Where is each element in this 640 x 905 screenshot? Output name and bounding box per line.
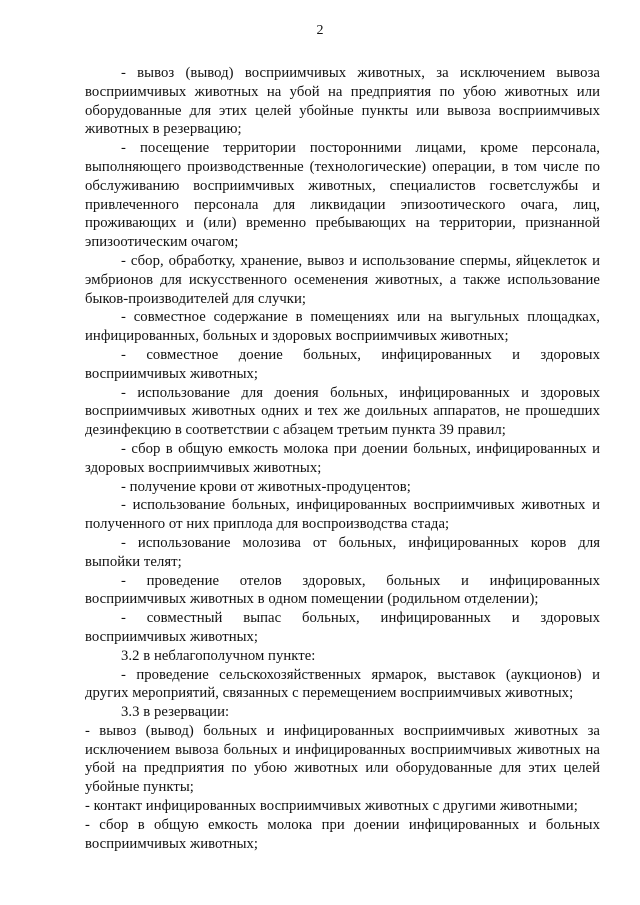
paragraph-visits-outsiders: - посещение территории посторонними лицами, кроме персонала, выполняющего производственные (технологические) операции, в том числе по обслуживанию восприимчивых животных, специалистов госветслужбы и привлеченного персонала для ликвидации эпизоотического очага, лиц, проживающих и (или) временно пребывающих на территории, признанной эпизоотическим очагом; bbox=[85, 140, 600, 251]
paragraph-export-animals: - вывоз (вывод) восприимчивых животных, за исключением вывоза восприимчивых животных на убой на предприятия по убою животных или оборудованные для этих целей убойные пункты или вывоза восприимчивых животных в резервацию; bbox=[85, 65, 600, 138]
paragraph-breeding-use: - использование больных, инфицированных восприимчивых животных и полученного от них приплода для воспроизводства стада; bbox=[85, 497, 600, 533]
paragraph-reservation-milk: - сбор в общую емкость молока при доении инфицированных и больных восприимчивых животных; bbox=[85, 816, 600, 852]
paragraph-blood-collection: - получение крови от животных-продуцентов; bbox=[121, 478, 411, 495]
paragraph-joint-grazing: - совместный выпас больных, инфицированных и здоровых восприимчивых животных; bbox=[85, 610, 600, 645]
section-heading-3-3: 3.3 в резервации: bbox=[121, 704, 230, 721]
section-heading-3-2: 3.2 в неблагополучном пункте: bbox=[121, 647, 316, 664]
paragraph-calving: - проведение отелов здоровых, больных и инфицированных восприимчивых животных в одном помещении (родильном отделении); bbox=[85, 572, 600, 608]
paragraph-reservation-export: - вывоз (вывод) больных и инфицированных восприимчивых животных за исключением вывоза больных и инфицированных восприимчивых животных на убой на предприятия по убою животных или оборудованные для этих целей убойные пункты; bbox=[85, 722, 600, 796]
paragraph-contact-animals: - контакт инфицированных восприимчивых животных с другими животными; bbox=[85, 798, 578, 815]
paragraph-fairs-exhibitions: - проведение сельскохозяйственных ярмарок, выставок (аукционов) и других мероприятий, связанных с перемещением восприимчивых животных; bbox=[85, 666, 600, 702]
paragraph-colostrum-use: - использование молозива от больных, инфицированных коров для выпойки телят; bbox=[85, 534, 600, 570]
paragraph-joint-keeping: - совместное содержание в помещениях или на выгульных площадках, инфицированных, больных и здоровых восприимчивых животных; bbox=[85, 309, 600, 345]
paragraph-milk-collection: - сбор в общую емкость молока при доении больных, инфицированных и здоровых восприимчивых животных; bbox=[85, 440, 600, 476]
page-number: 2 bbox=[316, 23, 324, 38]
document-body bbox=[85, 64, 600, 853]
paragraph-milking-machines: - использование для доения больных, инфицированных и здоровых восприимчивых животных одних и тех же доильных аппаратов, не прошедших дезинфекцию в соответствии с абзацем третьим пункта 39 правил; bbox=[85, 384, 600, 439]
paragraph-sperm-collection: - сбор, обработку, хранение, вывоз и использование спермы, яйцеклеток и эмбрионов для искусственного осеменения животных, а также использование быков-производителей для случки; bbox=[85, 252, 600, 307]
paragraph-joint-milking: - совместное доение больных, инфицированных и здоровых восприимчивых животных; bbox=[85, 346, 600, 382]
